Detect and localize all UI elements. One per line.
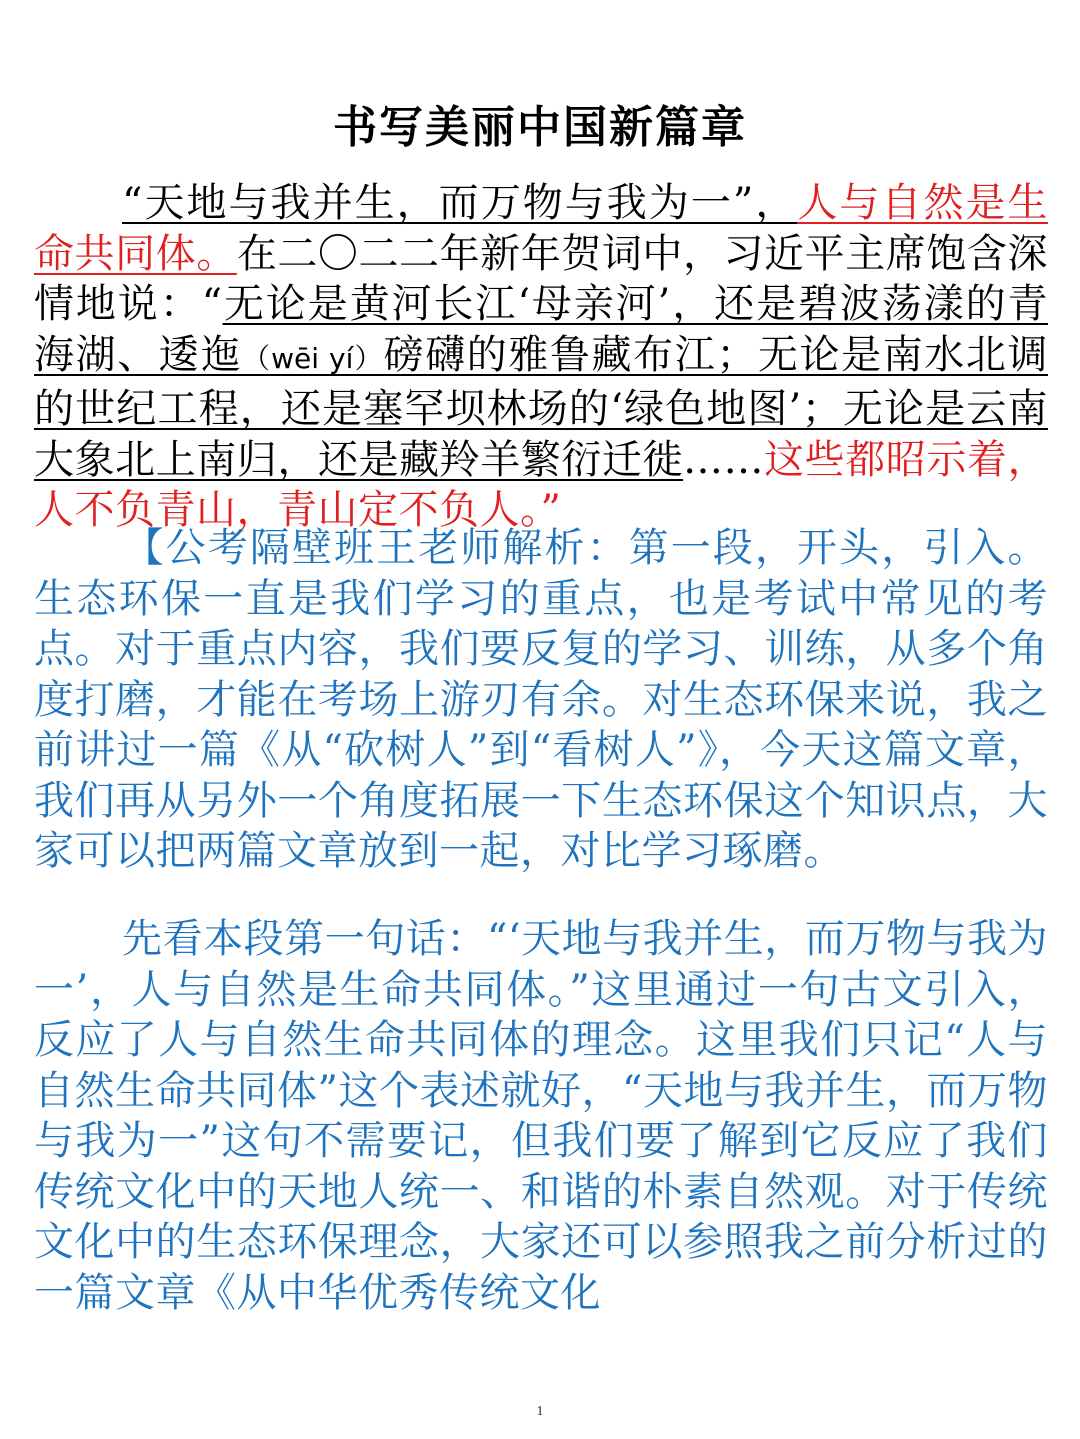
analysis-text-1: 【公考隔壁班王老师解析：第一段，开头，引入。生态环保一直是我们学习的重点，也是考试中常见的考点。对于重点内容，我们要反复的学习、训练，从多个角度打磨，才能在考场上游刃有余。对生态环保来说，我之前讲过一篇《从“砍树人”到“看树人”》，今天这篇文章，我们再从另外一个角度拓展一下生态环保这个知识点，大家可以把两篇文章放到一起，对比学习琢磨。 [34,525,1048,874]
page-number: 1 [536,1404,544,1419]
quote-part-a: 无论是黄河长江‘母亲河’，还是碧波荡漾的青海湖、逶迤 [34,281,1048,378]
conclusion-red-text: 这些都昭示着，人不负青山，青山定不负人。” [34,436,1049,533]
ellipsis: …… [683,436,765,483]
pinyin-annotation: （wēi yí） [242,341,384,375]
quote-part-b: 磅礴的雅鲁藏布江；无论是南水北调的世纪工程，还是塞罕坝林场的‘绿色地图’；无论是云南大象北上南归，还是藏羚羊繁衍迁徙 [34,331,1049,483]
paragraph-quote [34,178,1048,536]
quote-opening: “天地与我并生，而万物与我为一”， [122,180,798,226]
document-title: 书写美丽中国新篇章 [333,102,747,153]
paragraph-analysis-1 [34,523,1048,877]
highlight-red-text: 人与自然是生命共同体。 [34,180,1048,277]
intro-text: 在二〇二二年新年贺词中，习近平主席饱含深情地说：“ [34,230,1048,327]
paragraph-analysis-2 [34,914,1048,1318]
analysis-text-2: 先看本段第一句话：“‘天地与我并生，而万物与我为一’，人与自然是生命共同体。”这里通过一句古文引入，反应了人与自然生命共同体的理念。这里我们只记“人与自然生命共同体”这个表述就好，“天地与我并生，而万物与我为一”这句不需要记，但我们要了解到它反应了我们传统文化中的天地人统一、和谐的朴素自然观。对于传统文化中的生态环保理念，大家还可以参照我之前分析过的一篇文章《从中华优秀传统文化 [34,916,1048,1316]
